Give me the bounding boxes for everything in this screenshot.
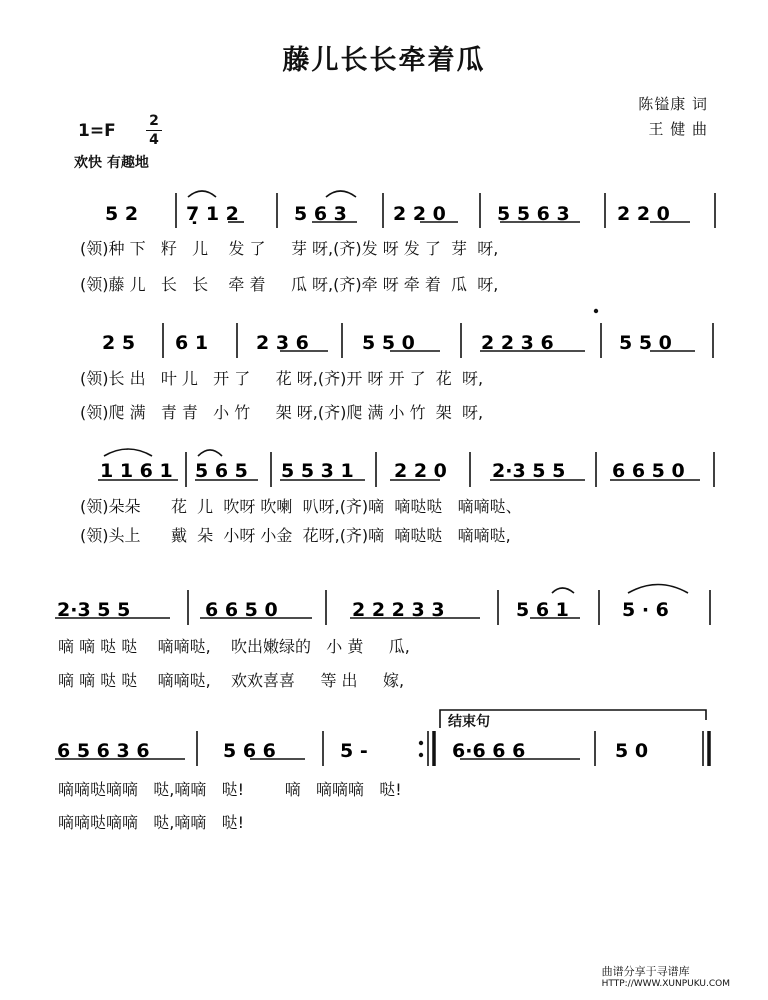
notes-s3-m4: 2·3 5 5	[492, 460, 566, 482]
lyric-s2-v2: (领)爬 满 青 青 小 竹 架 呀,(齐)爬 满 小 竹 架 呀,	[80, 403, 484, 422]
notes-s1-m2: 5 6 3	[294, 203, 347, 225]
notes-s3-m1: 5 6 5	[195, 460, 248, 482]
lyric-s4-v2: 嘀 嘀 哒 哒 嘀嘀哒, 欢欢喜喜 等 出 嫁,	[58, 671, 405, 690]
tempo-marking: 欢快 有趣地	[74, 155, 149, 171]
notes-s1-m5: 2 2 0	[617, 203, 670, 225]
notes-s2-m2: 2 3 6	[256, 332, 309, 354]
notes-s5-m0: 6 5 6 3 6	[57, 740, 150, 762]
lyric-s2-v1: (领)长 出 叶 儿 开 了 花 呀,(齐)开 呀 开 了 花 呀,	[80, 369, 484, 388]
lyricist-credit: 陈镒康 词	[638, 95, 708, 113]
lyric-s1-v2: (领)藤 儿 长 长 牵 着 瓜 呀,(齐)牵 呀 牵 着 瓜 呀,	[80, 275, 499, 294]
notes-s4-m3: 5 6 1	[516, 599, 569, 621]
lyric-s4-v1: 嘀 嘀 哒 哒 嘀嘀哒, 吹出嫩绿的 小 黄 瓜,	[58, 637, 410, 656]
notes-s5-m3: 6·6 6 6	[452, 740, 526, 762]
key-signature: 1=F	[78, 121, 116, 141]
notes-s3-m2: 5 5 3 1	[281, 460, 354, 482]
notes-s4-m1: 6 6 5 0	[205, 599, 278, 621]
notes-s1-m3: 2 2 0	[393, 203, 446, 225]
notes-s2-m3: 5 5 0	[362, 332, 415, 354]
lyric-s5-v1: 嘀嘀哒嘀嘀 哒,嘀嘀 哒! 嘀 嘀嘀嘀 哒!	[58, 780, 402, 799]
footer-line2: HTTP://WWW.XUNPUKU.COM	[601, 979, 730, 989]
notes-s2-m4: 2 2 3 6	[481, 332, 554, 354]
notes-s5-m2: 5 -	[340, 740, 368, 762]
notes-s2-m0: 2 5	[102, 332, 136, 354]
notes-s1-m0: 5 2	[105, 203, 139, 225]
lyric-s3-v1: (领)朵朵 花 儿 吹呀 吹喇 叭呀,(齐)嘀 嘀哒哒 嘀嘀哒、	[80, 497, 522, 516]
notes-s2-m5: 5 5 0	[619, 332, 672, 354]
notes-s5-m1: 5 6 6	[223, 740, 276, 762]
notes-s4-m2: 2 2 2 3 3	[352, 599, 445, 621]
notes-s3-m0: 1 1 6 1	[100, 460, 173, 482]
notes-s3-m5: 6 6 5 0	[612, 460, 685, 482]
page-title: 藤儿长长牵着瓜	[282, 45, 486, 76]
notes-s2-m1: 6 1	[175, 332, 209, 354]
notes-s4-m0: 2·3 5 5	[57, 599, 131, 621]
notes-s1-m4: 5 5 6 3	[497, 203, 570, 225]
notes-s4-m4: 5 · 6	[622, 599, 669, 621]
notes-s5-m4: 5 0	[615, 740, 649, 762]
lyric-s3-v2: (领)头上 戴 朵 小呀 小金 花呀,(齐)嘀 嘀哒哒 嘀嘀哒,	[80, 526, 511, 545]
time-signature-top: 2	[149, 113, 159, 129]
footer-line1: 曲谱分享于寻谱库	[601, 965, 690, 978]
composer-credit: 王 健 曲	[648, 120, 708, 138]
notes-s3-m3: 2 2 0	[394, 460, 447, 482]
time-signature-bottom: 4	[149, 132, 159, 148]
notes-s1-m1: 7̣ 1 2	[186, 203, 239, 225]
watermark-footer	[602, 965, 730, 991]
ending-label: 结束句	[448, 714, 490, 730]
lyric-s1-v1: (领)种 下 籽 儿 发 了 芽 呀,(齐)发 呀 发 了 芽 呀,	[80, 239, 499, 258]
lyric-s5-v2: 嘀嘀哒嘀嘀 哒,嘀嘀 哒!	[58, 813, 245, 832]
